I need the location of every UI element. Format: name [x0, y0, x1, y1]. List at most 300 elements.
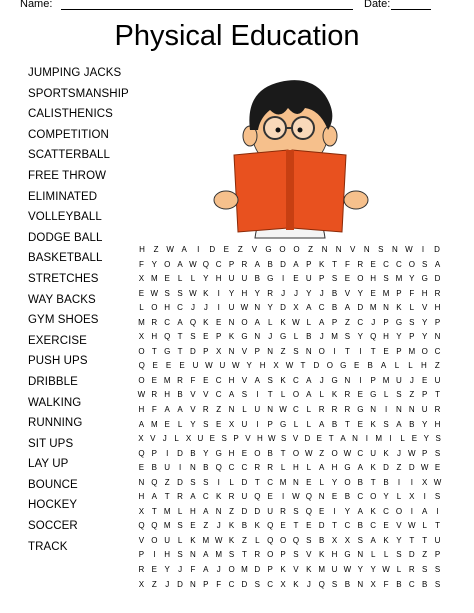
grid-cell[interactable]: M: [375, 434, 383, 444]
grid-cell[interactable]: L: [177, 506, 183, 516]
grid-cell[interactable]: Y: [357, 565, 363, 575]
grid-cell[interactable]: C: [344, 521, 351, 531]
grid-cell[interactable]: O: [331, 448, 338, 458]
grid-cell[interactable]: S: [190, 332, 196, 342]
grid-cell[interactable]: U: [164, 463, 171, 473]
grid-cell[interactable]: S: [293, 550, 299, 560]
grid-cell[interactable]: C: [370, 521, 377, 531]
grid-cell[interactable]: M: [202, 535, 210, 545]
grid-cell[interactable]: C: [215, 259, 222, 269]
grid-cell[interactable]: X: [422, 477, 428, 487]
grid-cell[interactable]: Z: [203, 521, 209, 531]
grid-cell[interactable]: W: [205, 361, 213, 371]
grid-cell[interactable]: W: [137, 390, 146, 400]
grid-cell[interactable]: N: [138, 477, 145, 487]
grid-cell[interactable]: E: [165, 361, 172, 371]
grid-cell[interactable]: I: [217, 288, 220, 298]
grid-cell[interactable]: B: [344, 579, 351, 589]
grid-cell[interactable]: P: [370, 375, 376, 385]
grid-cell[interactable]: G: [344, 550, 351, 560]
grid-cell[interactable]: S: [190, 477, 196, 487]
grid-cell[interactable]: H: [434, 419, 441, 429]
grid-cell[interactable]: N: [267, 346, 274, 356]
grid-cell[interactable]: H: [138, 492, 145, 502]
grid-cell[interactable]: Q: [292, 535, 300, 545]
grid-cell[interactable]: Z: [308, 245, 314, 254]
grid-cell[interactable]: J: [306, 579, 311, 589]
grid-cell[interactable]: U: [241, 492, 248, 502]
grid-cell[interactable]: M: [331, 332, 338, 342]
grid-cell[interactable]: I: [359, 346, 362, 356]
grid-cell[interactable]: L: [242, 405, 247, 415]
grid-cell[interactable]: N: [357, 579, 364, 589]
grid-cell[interactable]: R: [344, 405, 351, 415]
grid-cell[interactable]: I: [410, 506, 413, 516]
grid-cell[interactable]: E: [152, 361, 158, 371]
grid-cell[interactable]: A: [293, 259, 299, 269]
grid-cell[interactable]: R: [151, 317, 158, 327]
grid-cell[interactable]: L: [267, 317, 273, 327]
grid-cell[interactable]: A: [306, 375, 312, 385]
grid-cell[interactable]: J: [281, 288, 286, 298]
grid-cell[interactable]: Q: [138, 448, 145, 458]
grid-cell[interactable]: L: [293, 332, 299, 342]
grid-cell[interactable]: A: [164, 405, 170, 415]
grid-cell[interactable]: H: [151, 332, 158, 342]
grid-cell[interactable]: M: [382, 375, 390, 385]
grid-cell[interactable]: O: [228, 565, 235, 575]
grid-cell[interactable]: Y: [383, 492, 389, 502]
grid-cell[interactable]: S: [344, 332, 351, 342]
grid-cell[interactable]: M: [163, 375, 171, 385]
grid-cell[interactable]: P: [434, 550, 441, 560]
grid-cell[interactable]: L: [306, 317, 312, 327]
grid-cell[interactable]: E: [203, 375, 209, 385]
grid-cell[interactable]: U: [254, 405, 261, 415]
grid-cell[interactable]: H: [421, 288, 428, 298]
grid-cell[interactable]: A: [177, 405, 183, 415]
grid-cell[interactable]: X: [331, 535, 338, 545]
grid-cell[interactable]: O: [241, 317, 248, 327]
grid-cell[interactable]: N: [408, 405, 415, 415]
grid-cell[interactable]: G: [340, 361, 347, 371]
grid-cell[interactable]: I: [166, 448, 169, 458]
grid-cell[interactable]: K: [216, 492, 222, 502]
grid-cell[interactable]: P: [422, 390, 428, 400]
grid-cell[interactable]: R: [177, 375, 183, 385]
grid-cell[interactable]: E: [203, 332, 209, 342]
grid-cell[interactable]: R: [434, 405, 441, 415]
grid-cell[interactable]: Z: [229, 506, 234, 516]
grid-cell[interactable]: Q: [151, 477, 158, 487]
grid-cell[interactable]: H: [370, 274, 377, 284]
grid-cell[interactable]: O: [151, 303, 158, 313]
grid-cell[interactable]: C: [357, 317, 364, 327]
grid-cell[interactable]: A: [138, 419, 145, 429]
grid-cell[interactable]: U: [164, 535, 171, 545]
grid-cell[interactable]: V: [190, 390, 196, 400]
grid-cell[interactable]: S: [164, 288, 170, 298]
grid-cell[interactable]: P: [203, 579, 209, 589]
grid-cell[interactable]: W: [343, 565, 352, 575]
grid-cell[interactable]: A: [203, 550, 209, 560]
grid-cell[interactable]: J: [178, 565, 183, 575]
grid-cell[interactable]: J: [319, 288, 324, 298]
grid-cell[interactable]: J: [396, 448, 401, 458]
grid-cell[interactable]: H: [421, 361, 427, 371]
grid-cell[interactable]: B: [241, 521, 248, 531]
grid-cell[interactable]: W: [189, 288, 197, 298]
grid-cell[interactable]: X: [138, 434, 144, 444]
grid-cell[interactable]: Y: [423, 434, 429, 444]
grid-cell[interactable]: W: [382, 565, 390, 575]
grid-cell[interactable]: Y: [151, 259, 157, 269]
grid-cell[interactable]: K: [383, 448, 389, 458]
grid-cell[interactable]: E: [383, 346, 389, 356]
grid-cell[interactable]: E: [316, 434, 322, 444]
grid-cell[interactable]: T: [422, 535, 428, 545]
grid-cell[interactable]: B: [203, 463, 209, 473]
grid-cell[interactable]: A: [340, 434, 346, 444]
grid-cell[interactable]: E: [354, 361, 360, 371]
grid-cell[interactable]: X: [138, 579, 145, 589]
grid-cell[interactable]: E: [370, 288, 376, 298]
grid-cell[interactable]: Y: [396, 535, 402, 545]
grid-cell[interactable]: V: [306, 550, 312, 560]
grid-cell[interactable]: N: [215, 506, 222, 516]
grid-cell[interactable]: W: [433, 477, 442, 487]
grid-cell[interactable]: P: [216, 332, 222, 342]
grid-cell[interactable]: N: [335, 245, 342, 254]
grid-cell[interactable]: K: [254, 521, 260, 531]
grid-cell[interactable]: C: [383, 259, 389, 269]
grid-cell[interactable]: C: [357, 448, 364, 458]
grid-cell[interactable]: O: [357, 274, 364, 284]
grid-cell[interactable]: P: [319, 274, 325, 284]
grid-cell[interactable]: T: [344, 419, 350, 429]
grid-cell[interactable]: W: [240, 303, 249, 313]
grid-cell[interactable]: U: [434, 375, 441, 385]
grid-cell[interactable]: S: [177, 288, 183, 298]
grid-cell[interactable]: V: [190, 405, 196, 415]
grid-cell[interactable]: G: [215, 448, 222, 458]
grid-cell[interactable]: X: [370, 579, 376, 589]
grid-cell[interactable]: N: [352, 434, 358, 444]
grid-cell[interactable]: Y: [254, 288, 260, 298]
grid-cell[interactable]: E: [216, 317, 222, 327]
grid-cell[interactable]: J: [190, 303, 195, 313]
grid-cell[interactable]: Z: [422, 550, 428, 560]
grid-cell[interactable]: E: [357, 390, 363, 400]
grid-cell[interactable]: N: [305, 346, 312, 356]
grid-cell[interactable]: W: [267, 434, 276, 444]
grid-cell[interactable]: J: [216, 565, 221, 575]
grid-cell[interactable]: R: [267, 288, 274, 298]
grid-cell[interactable]: B: [409, 419, 415, 429]
grid-cell[interactable]: L: [177, 274, 183, 284]
grid-cell[interactable]: Q: [267, 521, 274, 531]
grid-cell[interactable]: O: [138, 346, 145, 356]
grid-cell[interactable]: A: [319, 463, 325, 473]
grid-cell[interactable]: O: [267, 550, 274, 560]
grid-cell[interactable]: N: [363, 245, 370, 254]
grid-cell[interactable]: A: [357, 506, 363, 516]
grid-cell[interactable]: X: [280, 579, 286, 589]
grid-cell[interactable]: L: [400, 434, 405, 444]
grid-cell[interactable]: O: [395, 506, 403, 516]
grid-cell[interactable]: D: [357, 303, 364, 313]
grid-cell[interactable]: I: [281, 492, 285, 502]
grid-cell[interactable]: O: [279, 535, 287, 545]
grid-cell[interactable]: Q: [305, 506, 312, 516]
grid-cell[interactable]: E: [267, 492, 273, 502]
grid-cell[interactable]: M: [408, 346, 416, 356]
grid-cell[interactable]: P: [267, 565, 273, 575]
grid-cell[interactable]: D: [177, 579, 183, 589]
grid-cell[interactable]: M: [241, 565, 248, 575]
grid-cell[interactable]: P: [254, 346, 260, 356]
grid-cell[interactable]: G: [164, 346, 171, 356]
grid-cell[interactable]: X: [344, 535, 351, 545]
grid-cell[interactable]: T: [300, 361, 306, 371]
grid-cell[interactable]: Z: [164, 477, 170, 487]
grid-cell[interactable]: R: [318, 405, 325, 415]
grid-cell[interactable]: W: [214, 535, 223, 545]
grid-cell[interactable]: V: [396, 521, 402, 531]
grid-cell[interactable]: S: [434, 579, 441, 589]
grid-cell[interactable]: K: [370, 506, 376, 516]
grid-cell[interactable]: R: [151, 390, 158, 400]
grid-cell[interactable]: B: [151, 463, 157, 473]
grid-cell[interactable]: L: [306, 405, 312, 415]
grid-cell[interactable]: C: [177, 303, 183, 313]
grid-cell[interactable]: I: [365, 434, 368, 444]
grid-cell[interactable]: I: [359, 375, 362, 385]
grid-cell[interactable]: Y: [190, 419, 196, 429]
grid-cell[interactable]: U: [241, 419, 248, 429]
grid-cell[interactable]: M: [369, 303, 377, 313]
grid-cell[interactable]: E: [331, 492, 338, 502]
grid-cell[interactable]: K: [370, 463, 376, 473]
grid-cell[interactable]: S: [396, 390, 402, 400]
grid-cell[interactable]: T: [370, 346, 376, 356]
grid-cell[interactable]: F: [409, 288, 415, 298]
grid-cell[interactable]: S: [203, 477, 209, 487]
grid-cell[interactable]: T: [332, 521, 337, 531]
grid-cell[interactable]: G: [395, 317, 403, 327]
grid-cell[interactable]: T: [435, 390, 440, 400]
grid-cell[interactable]: C: [267, 579, 274, 589]
grid-cell[interactable]: Q: [138, 361, 145, 371]
grid-cell[interactable]: P: [396, 346, 402, 356]
grid-cell[interactable]: S: [331, 579, 338, 589]
grid-cell[interactable]: W: [343, 448, 352, 458]
grid-cell[interactable]: S: [357, 535, 363, 545]
grid-cell[interactable]: L: [280, 463, 286, 473]
grid-cell[interactable]: G: [265, 245, 272, 254]
grid-cell[interactable]: S: [422, 259, 428, 269]
grid-cell[interactable]: E: [344, 274, 351, 284]
grid-cell[interactable]: H: [331, 550, 338, 560]
grid-cell[interactable]: H: [331, 463, 338, 473]
grid-cell[interactable]: V: [251, 245, 258, 254]
grid-cell[interactable]: M: [382, 288, 390, 298]
grid-cell[interactable]: N: [293, 477, 299, 487]
grid-cell[interactable]: K: [228, 521, 235, 531]
grid-cell[interactable]: U: [219, 361, 226, 371]
grid-cell[interactable]: E: [434, 463, 441, 473]
grid-cell[interactable]: C: [434, 346, 441, 356]
grid-cell[interactable]: J: [162, 434, 167, 444]
grid-cell[interactable]: A: [177, 259, 183, 269]
grid-cell[interactable]: G: [279, 419, 287, 429]
grid-cell[interactable]: A: [357, 463, 363, 473]
grid-cell[interactable]: I: [384, 405, 388, 415]
grid-cell[interactable]: K: [319, 259, 325, 269]
grid-cell[interactable]: Y: [370, 565, 376, 575]
grid-cell[interactable]: B: [331, 288, 338, 298]
grid-cell[interactable]: N: [190, 579, 196, 589]
grid-cell[interactable]: E: [138, 288, 145, 298]
grid-cell[interactable]: P: [233, 434, 239, 444]
grid-cell[interactable]: S: [241, 390, 248, 400]
grid-cell[interactable]: X: [138, 274, 145, 284]
grid-cell[interactable]: R: [267, 463, 274, 473]
grid-cell[interactable]: Q: [164, 332, 171, 342]
grid-cell[interactable]: H: [228, 375, 235, 385]
grid-cell[interactable]: Z: [396, 463, 402, 473]
grid-cell[interactable]: H: [215, 274, 222, 284]
grid-cell[interactable]: S: [203, 419, 209, 429]
grid-cell[interactable]: S: [254, 579, 260, 589]
grid-cell[interactable]: U: [370, 448, 377, 458]
grid-cell[interactable]: A: [306, 303, 312, 313]
grid-cell[interactable]: T: [435, 521, 440, 531]
grid-cell[interactable]: S: [409, 317, 415, 327]
grid-cell[interactable]: H: [293, 463, 299, 473]
grid-cell[interactable]: D: [254, 565, 261, 575]
grid-cell[interactable]: H: [241, 288, 248, 298]
grid-cell[interactable]: K: [306, 565, 312, 575]
grid-cell[interactable]: W: [292, 492, 300, 502]
grid-cell[interactable]: Z: [280, 346, 286, 356]
grid-cell[interactable]: M: [150, 419, 158, 429]
grid-cell[interactable]: Y: [203, 274, 209, 284]
grid-cell[interactable]: H: [259, 361, 266, 371]
grid-cell[interactable]: Q: [215, 463, 222, 473]
grid-cell[interactable]: Q: [370, 332, 377, 342]
grid-cell[interactable]: S: [177, 521, 183, 531]
grid-cell[interactable]: Q: [189, 317, 197, 327]
grid-cell[interactable]: J: [409, 375, 414, 385]
grid-cell[interactable]: K: [280, 565, 286, 575]
grid-cell[interactable]: W: [189, 259, 197, 269]
grid-cell[interactable]: E: [422, 375, 428, 385]
grid-cell[interactable]: E: [280, 521, 286, 531]
grid-cell[interactable]: B: [344, 492, 351, 502]
grid-cell[interactable]: P: [138, 550, 145, 560]
grid-cell[interactable]: O: [408, 259, 415, 269]
grid-cell[interactable]: L: [409, 303, 415, 313]
grid-cell[interactable]: Y: [306, 288, 312, 298]
grid-cell[interactable]: L: [422, 521, 427, 531]
grid-cell[interactable]: V: [150, 434, 156, 444]
grid-cell[interactable]: I: [178, 463, 182, 473]
grid-cell[interactable]: W: [232, 361, 240, 371]
grid-cell[interactable]: T: [370, 477, 376, 487]
grid-cell[interactable]: C: [267, 477, 274, 487]
grid-cell[interactable]: L: [177, 419, 183, 429]
grid-cell[interactable]: X: [216, 346, 222, 356]
grid-cell[interactable]: X: [185, 434, 192, 444]
grid-cell[interactable]: D: [280, 303, 286, 313]
grid-cell[interactable]: H: [164, 550, 171, 560]
grid-cell[interactable]: L: [229, 477, 234, 487]
grid-cell[interactable]: B: [306, 332, 312, 342]
grid-cell[interactable]: P: [331, 317, 338, 327]
grid-cell[interactable]: I: [333, 506, 336, 516]
grid-cell[interactable]: D: [434, 245, 440, 254]
grid-cell[interactable]: B: [396, 579, 402, 589]
grid-cell[interactable]: S: [378, 245, 384, 254]
grid-cell[interactable]: F: [190, 565, 196, 575]
grid-cell[interactable]: L: [293, 419, 299, 429]
grid-cell[interactable]: T: [241, 550, 247, 560]
grid-cell[interactable]: R: [254, 463, 261, 473]
grid-cell[interactable]: E: [209, 434, 215, 444]
grid-cell[interactable]: L: [394, 361, 400, 371]
grid-cell[interactable]: N: [321, 245, 328, 254]
grid-cell[interactable]: Y: [267, 303, 273, 313]
grid-cell[interactable]: L: [383, 550, 389, 560]
grid-cell[interactable]: K: [319, 550, 325, 560]
grid-cell[interactable]: E: [319, 506, 325, 516]
grid-cell[interactable]: Y: [344, 506, 351, 516]
grid-cell[interactable]: A: [370, 535, 376, 545]
grid-cell[interactable]: I: [217, 303, 220, 313]
grid-cell[interactable]: C: [202, 492, 209, 502]
grid-cell[interactable]: B: [319, 535, 325, 545]
grid-cell[interactable]: B: [357, 477, 363, 487]
grid-cell[interactable]: A: [181, 245, 187, 254]
grid-cell[interactable]: T: [409, 535, 415, 545]
grid-cell[interactable]: A: [203, 506, 209, 516]
grid-cell[interactable]: A: [319, 419, 325, 429]
grid-cell[interactable]: O: [164, 259, 171, 269]
grid-cell[interactable]: M: [163, 521, 171, 531]
grid-cell[interactable]: I: [333, 346, 336, 356]
grid-cell[interactable]: O: [344, 477, 351, 487]
grid-cell[interactable]: J: [293, 288, 298, 298]
grid-cell[interactable]: C: [215, 390, 222, 400]
grid-cell[interactable]: E: [179, 361, 185, 371]
grid-cell[interactable]: A: [254, 317, 260, 327]
grid-cell[interactable]: Y: [164, 565, 170, 575]
grid-cell[interactable]: X: [228, 419, 235, 429]
date-field[interactable]: [391, 9, 431, 10]
grid-cell[interactable]: Y: [409, 274, 415, 284]
grid-cell[interactable]: R: [202, 405, 209, 415]
grid-cell[interactable]: D: [313, 361, 320, 371]
grid-cell[interactable]: P: [151, 448, 157, 458]
grid-cell[interactable]: W: [150, 288, 159, 298]
grid-cell[interactable]: P: [267, 419, 273, 429]
grid-cell[interactable]: Z: [241, 535, 247, 545]
grid-cell[interactable]: D: [190, 346, 196, 356]
grid-cell[interactable]: E: [138, 463, 145, 473]
grid-cell[interactable]: I: [197, 245, 200, 254]
grid-cell[interactable]: M: [138, 317, 145, 327]
